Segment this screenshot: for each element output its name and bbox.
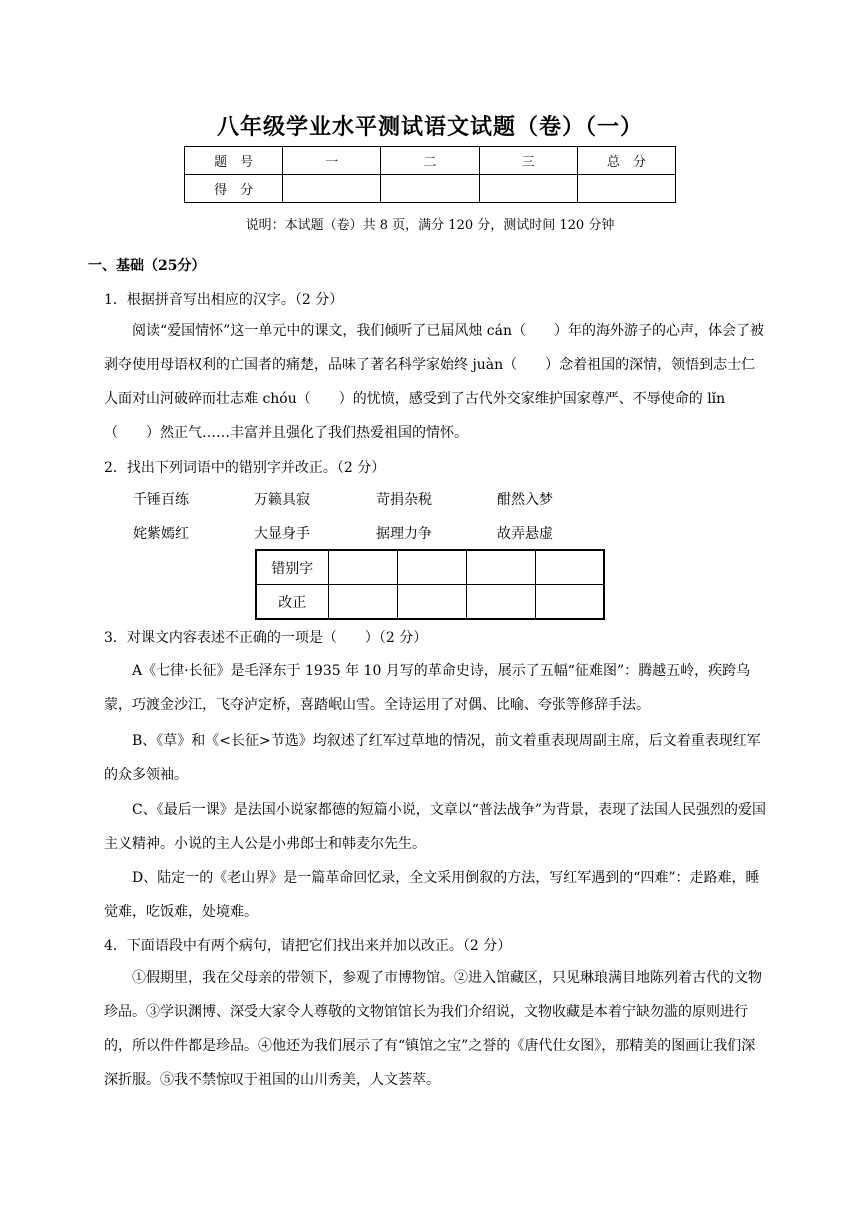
question-1-body: 阅读“爱国情怀”这一单元中的课文，我们倾听了已届风烛 cán（ ）年的海外游子的心声，体会了被剥夺使用母语权利的亡国者的痛楚，品味了著名科学家始终 juàn（ ）念着祖国的深情，领悟到志士仁人面对山河破碎而壮志难 chóu（ ）的忧愤，感受到了古代外交家维护国家尊严、不辱使命的 lǐn（ ）然正气……丰富并且强化了我们热爱祖国的情怀。 <box>104 323 764 441</box>
score-header-cell: 二 <box>381 147 479 175</box>
answer-cell[interactable] <box>466 585 535 620</box>
score-row-label: 得 分 <box>185 175 283 203</box>
answer-cell[interactable] <box>328 585 397 620</box>
word-item: 姹紫嫣红 <box>133 526 189 542</box>
answer-cell[interactable] <box>397 585 466 620</box>
score-input-cell[interactable] <box>381 175 479 203</box>
page-title: 八年级学业水平测试语文试题（卷）（一） <box>216 114 643 140</box>
score-header-cell: 总 分 <box>577 147 675 175</box>
word-item: 苛捐杂税 <box>376 492 432 508</box>
score-header-cell: 一 <box>283 147 381 175</box>
score-table <box>184 146 676 203</box>
score-header-cell: 题 号 <box>185 147 283 175</box>
correction-label: 错别字 <box>256 550 328 585</box>
question-1-stem: 1．根据拼音写出相应的汉字。（2 分） <box>104 292 344 308</box>
word-item: 酣然入梦 <box>497 492 553 508</box>
word-item: 万籁具寂 <box>254 492 310 508</box>
question-4-stem: 4．下面语段中有两个病句，请把它们找出来并加以改正。（2 分） <box>104 938 512 954</box>
question-3-option-c: C、《最后一课》是法国小说家都德的短篇小说，文章以“普法战争”为背景，表现了法国人民强烈的爱国主义精神。小说的主人公是小弗郎士和韩麦尔先生。 <box>104 802 767 852</box>
score-header-cell: 三 <box>479 147 577 175</box>
correction-table <box>255 549 605 620</box>
answer-cell[interactable] <box>535 550 604 585</box>
question-2-stem: 2．找出下列词语中的错别字并改正。（2 分） <box>104 460 386 476</box>
answer-cell[interactable] <box>328 550 397 585</box>
word-item: 据理力争 <box>376 526 432 542</box>
question-3-option-b: B、《草》和《<长征>节选》均叙述了红军过草地的情况，前文着重表现周副主席，后文着重表现红军的众多领袖。 <box>104 733 761 783</box>
exam-note: 说明：本试题（卷）共 8 页，满分 120 分，测试时间 120 分钟 <box>245 218 615 233</box>
question-3-option-d: D、陆定一的《老山界》是一篇革命回忆录，全文采用倒叙的方法，写红军遇到的“四难”：走路难，睡觉难，吃饭难，处境难。 <box>104 870 760 920</box>
answer-cell[interactable] <box>535 585 604 620</box>
question-3-stem: 3．对课文内容表述不正确的一项是（ ）（2 分） <box>104 630 428 646</box>
correction-row-wrong <box>256 550 604 585</box>
question-3-option-a: A《七律·长征》是毛泽东于 1935 年 10 月写的革命史诗，展示了五幅“征难图”：腾越五岭，疾跨乌蒙，巧渡金沙江，飞夺泸定桥，喜踏岷山雪。全诗运用了对偶、比喻、夸张等修辞手法。 <box>104 663 751 713</box>
answer-cell[interactable] <box>466 550 535 585</box>
score-table-header-row <box>185 147 676 175</box>
word-item: 大显身手 <box>254 526 310 542</box>
section-heading: 一、基础（25分） <box>88 258 206 274</box>
answer-cell[interactable] <box>397 550 466 585</box>
score-input-cell[interactable] <box>283 175 381 203</box>
score-table-score-row <box>185 175 676 203</box>
score-input-cell[interactable] <box>479 175 577 203</box>
correction-label: 改正 <box>256 585 328 620</box>
word-item: 故弄悬虚 <box>497 526 553 542</box>
word-item: 千锤百练 <box>133 492 189 508</box>
correction-row-fix <box>256 585 604 620</box>
score-input-cell[interactable] <box>577 175 675 203</box>
question-4-body: ①假期里，我在父母亲的带领下，参观了市博物馆。②进入馆藏区，只见琳琅满目地陈列着古代的文物珍品。③学识渊博、深受大家令人尊敬的文物馆馆长为我们介绍说，文物收藏是本着宁缺勿滥的原则进行的，所以件件都是珍品。④他还为我们展示了有“镇馆之宝”之誉的《唐代仕女图》，那精美的图画让我们深深折服。⑤我不禁惊叹于祖国的山川秀美，人文荟萃。 <box>104 970 762 1088</box>
